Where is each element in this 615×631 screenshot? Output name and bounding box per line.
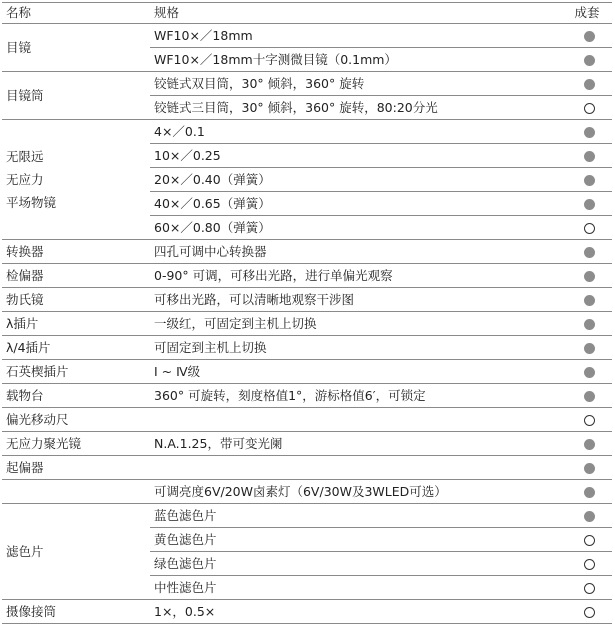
standard-filled-dot-icon [584, 151, 595, 162]
component-name: 无应力聚光镜 [2, 432, 150, 456]
spec-cell [150, 456, 562, 480]
standard-filled-dot-icon [584, 367, 595, 378]
spec-cell [150, 408, 562, 432]
set-cell [562, 96, 612, 120]
table-row [2, 360, 612, 384]
set-cell [562, 24, 612, 48]
component-name: 滤色片 [2, 504, 150, 600]
component-name: 载物台 [2, 384, 150, 408]
set-cell [562, 312, 612, 336]
optional-open-circle-icon [584, 103, 595, 114]
spec-cell: N.A.1.25，带可变光阑 [150, 432, 562, 456]
spec-cell: 绿色滤色片 [150, 552, 562, 576]
table-row [2, 408, 612, 432]
spec-cell: 10×／0.25 [150, 144, 562, 168]
table-row [2, 264, 612, 288]
table-row [2, 504, 612, 528]
set-cell [562, 264, 612, 288]
standard-filled-dot-icon [584, 463, 595, 474]
spec-cell: 0-90° 可调，可移出光路，进行单偏光观察 [150, 264, 562, 288]
spec-cell: 黄色滤色片 [150, 528, 562, 552]
standard-filled-dot-icon [584, 175, 595, 186]
set-cell [562, 360, 612, 384]
set-cell [562, 168, 612, 192]
standard-filled-dot-icon [584, 199, 595, 210]
spec-cell: 360° 可旋转，刻度格值1°，游标格值6′，可锁定 [150, 384, 562, 408]
optional-open-circle-icon [584, 535, 595, 546]
table-row [2, 480, 612, 504]
standard-filled-dot-icon [584, 319, 595, 330]
spec-cell: 60×／0.80（弹簧） [150, 216, 562, 240]
table-row [2, 24, 612, 48]
set-cell [562, 240, 612, 264]
header-set: 成套 [562, 3, 612, 24]
set-cell [562, 120, 612, 144]
table-row [2, 384, 612, 408]
set-cell [562, 48, 612, 72]
spec-table [2, 2, 612, 624]
spec-cell: 铰链式双目筒，30° 倾斜，360° 旋转 [150, 72, 562, 96]
standard-filled-dot-icon [584, 55, 595, 66]
spec-cell: 可移出光路，可以清晰地观察干涉图 [150, 288, 562, 312]
standard-filled-dot-icon [584, 31, 595, 42]
spec-cell: 中性滤色片 [150, 576, 562, 600]
table-body [2, 24, 612, 624]
component-name: 勃氏镜 [2, 288, 150, 312]
spec-cell: 可调亮度6V/20W卤素灯（6V/30W及3WLED可选） [150, 480, 562, 504]
set-cell [562, 600, 612, 624]
table-row [2, 456, 612, 480]
set-cell [562, 72, 612, 96]
spec-cell: 4×／0.1 [150, 120, 562, 144]
component-name: 检偏器 [2, 264, 150, 288]
standard-filled-dot-icon [584, 343, 595, 354]
set-cell [562, 408, 612, 432]
component-name: 摄像接筒 [2, 600, 150, 624]
standard-filled-dot-icon [584, 271, 595, 282]
spec-cell: 40×／0.65（弹簧） [150, 192, 562, 216]
component-name: λ插片 [2, 312, 150, 336]
standard-filled-dot-icon [584, 247, 595, 258]
spec-cell: WF10×／18mm [150, 24, 562, 48]
set-cell [562, 336, 612, 360]
set-cell [562, 144, 612, 168]
optional-open-circle-icon [584, 583, 595, 594]
set-cell [562, 456, 612, 480]
set-cell [562, 504, 612, 528]
spec-cell: 可固定到主机上切换 [150, 336, 562, 360]
spec-cell: 铰链式三目筒，30° 倾斜，360° 旋转，80:20分光 [150, 96, 562, 120]
optional-open-circle-icon [584, 415, 595, 426]
component-name: 石英楔插片 [2, 360, 150, 384]
table-row [2, 288, 612, 312]
table-row [2, 336, 612, 360]
set-cell [562, 192, 612, 216]
component-name: 转换器 [2, 240, 150, 264]
table-row [2, 432, 612, 456]
header-spec: 规格 [150, 3, 562, 24]
set-cell [562, 552, 612, 576]
spec-cell: Ⅰ ~ Ⅳ级 [150, 360, 562, 384]
set-cell [562, 432, 612, 456]
standard-filled-dot-icon [584, 487, 595, 498]
component-name: 偏光移动尺 [2, 408, 150, 432]
set-cell [562, 288, 612, 312]
standard-filled-dot-icon [584, 295, 595, 306]
set-cell [562, 528, 612, 552]
component-name: 起偏器 [2, 456, 150, 480]
set-cell [562, 384, 612, 408]
set-cell [562, 576, 612, 600]
spec-cell: 20×／0.40（弹簧） [150, 168, 562, 192]
optional-open-circle-icon [584, 559, 595, 570]
standard-filled-dot-icon [584, 391, 595, 402]
standard-filled-dot-icon [584, 439, 595, 450]
component-name [2, 480, 150, 504]
header-row [2, 3, 612, 24]
table-row [2, 312, 612, 336]
standard-filled-dot-icon [584, 511, 595, 522]
standard-filled-dot-icon [584, 127, 595, 138]
component-name: λ/4插片 [2, 336, 150, 360]
spec-cell: WF10×／18mm十字测微目镜（0.1mm） [150, 48, 562, 72]
spec-cell: 四孔可调中心转换器 [150, 240, 562, 264]
spec-cell: 蓝色滤色片 [150, 504, 562, 528]
optional-open-circle-icon [584, 223, 595, 234]
set-cell [562, 216, 612, 240]
component-name: 无限远 无应力 平场物镜 [2, 120, 150, 240]
set-cell [562, 480, 612, 504]
table-row [2, 240, 612, 264]
spec-cell: 1×，0.5× [150, 600, 562, 624]
header-name: 名称 [2, 3, 150, 24]
table-row [2, 72, 612, 96]
spec-cell: 一级红，可固定到主机上切换 [150, 312, 562, 336]
component-name: 目镜 [2, 24, 150, 72]
component-name: 目镜筒 [2, 72, 150, 120]
standard-filled-dot-icon [584, 79, 595, 90]
optional-open-circle-icon [584, 607, 595, 618]
table-row [2, 600, 612, 624]
table-row [2, 120, 612, 144]
